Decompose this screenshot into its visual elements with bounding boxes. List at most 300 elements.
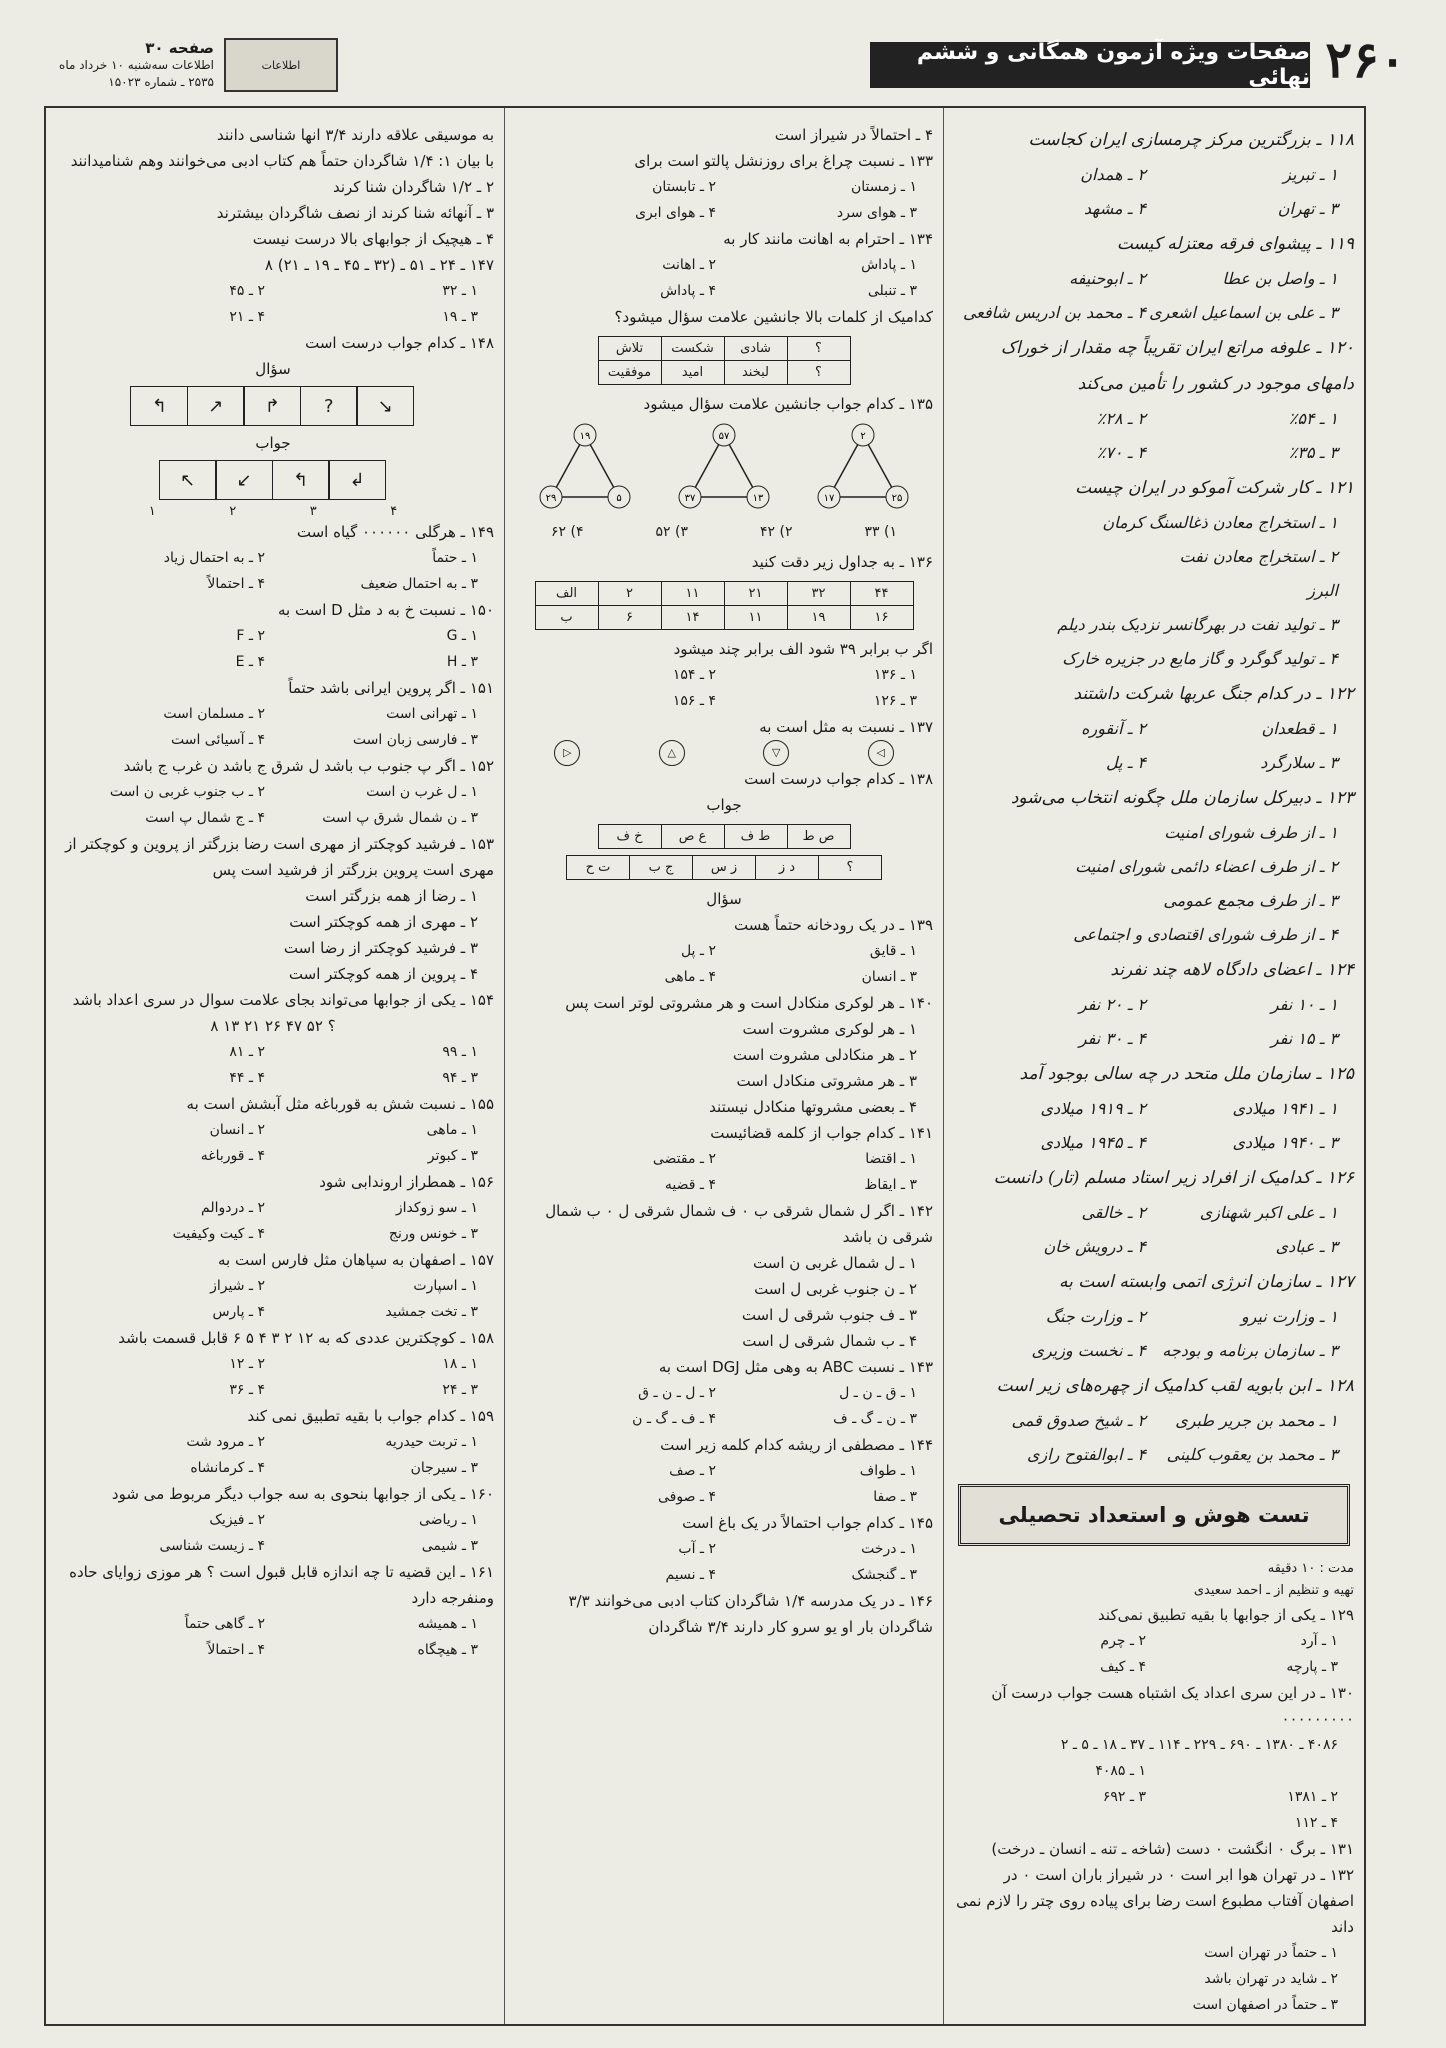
option: ۱ ـ ۱۳۶ <box>873 667 917 683</box>
option: ۲ ـ هر منکادلی مشروت است <box>732 1046 917 1064</box>
q148-answer-label: جواب <box>255 434 291 452</box>
option: ۲ ـ به احتمال زیاد <box>163 550 265 566</box>
table-cell: ۱۱ <box>724 606 787 630</box>
question-text: ۱۱۹ ـ پیشوای فرقه معتزله کیست <box>1116 234 1354 254</box>
question-text: ۱۲۴ ـ اعضای دادگاه لاهه چند نفرند <box>1110 960 1354 980</box>
table-cell: شادی <box>724 337 787 361</box>
question-147: ۱۴۷ ـ ۲۴ ـ ۵۱ ـ (۳۲ ـ ۴۵ ـ ۱۹ ـ ۲۱) ۸ <box>264 256 494 274</box>
option: ۴ ـ پل <box>1105 753 1146 772</box>
page-label: صفحه ۳۰ <box>145 39 214 57</box>
options-157 <box>52 1273 494 1325</box>
option: ۲ ـ ل ـ ن ـ ق <box>638 1385 716 1401</box>
option: ۴ ـ محمد بن ادریس شافعی <box>962 303 1146 322</box>
option: ۱ ـ G <box>446 628 478 644</box>
option: ۴ ـ نسیم <box>665 1567 716 1583</box>
options-159 <box>52 1429 494 1481</box>
arrow-icon: ↗ <box>187 386 245 426</box>
option: ۳ ـ تولید نفت در بهرگانسر نزدیک بندر دیلم <box>1057 615 1338 634</box>
section-title: تست هوش و استعداد تحصیلی <box>958 1484 1350 1546</box>
option: ۲ ـ اهانت <box>662 257 716 273</box>
triangle-number: ۱۳ <box>752 493 764 504</box>
option: ۲ ـ ۴۵ <box>229 283 265 299</box>
question-148: ۱۴۸ ـ کدام جواب درست است <box>305 334 494 352</box>
options-135 <box>515 515 933 549</box>
option: ۱ ـ تبریز <box>1283 165 1338 184</box>
table-134 <box>598 336 851 385</box>
options <box>954 988 1354 1056</box>
option: ۴ ـ تولید گوگرد و گاز مایع در جزیره خارک <box>1062 649 1338 668</box>
arrow-icon: ↰ <box>130 386 188 426</box>
option: ۴ ـ ج شمال پ است <box>145 810 265 826</box>
question-136: ۱۳۶ ـ به جداول زیر دقت کنید <box>751 553 933 571</box>
option: ۴ ـ ۱۹۴۵ میلادی <box>1040 1133 1146 1152</box>
option: ۴ ـ ۳۰ نفر <box>1078 1029 1146 1048</box>
option: ۱ ـ محمد بن جریر طبری <box>1175 1411 1338 1430</box>
option: ۲ ـ استخراج معادن نفت البرز <box>1179 547 1338 600</box>
option: ۳ ـ تنبلی <box>867 283 917 299</box>
options <box>954 712 1354 780</box>
letter-cell-icon: ج ب <box>630 856 693 880</box>
option: ۴ ـ ۷۰٪ <box>1096 443 1146 462</box>
triangle-figure <box>813 421 913 511</box>
option: ۴ ـ بعضی مشروتها منکادل نیستند <box>709 1098 917 1116</box>
option: ۱ ـ قایق <box>869 943 917 959</box>
options-161 <box>52 1611 494 1663</box>
arrow-icon: ↙ <box>215 460 273 500</box>
option: ۲ ـ دردوالم <box>201 1200 265 1216</box>
option: ۳ ـ ۲۴ <box>442 1382 478 1398</box>
option: ۴ ـ ماهی <box>664 969 716 985</box>
question-139: ۱۳۹ ـ در یک رودخانه حتماً هست <box>734 916 933 934</box>
triangle-number: ۵ <box>616 493 622 504</box>
option: ۱ ـ پاداش <box>861 257 917 273</box>
question-158: ۱۵۸ ـ کوچکترین عددی که به ۱۲ ۲ ۳ ۴ ۵ ۶ قابل قسمت باشد <box>118 1329 494 1347</box>
table-cell: الف <box>535 582 598 606</box>
option: ۱ ـ ۵۴٪ <box>1288 409 1338 428</box>
options-141 <box>515 1146 933 1198</box>
option: ۱ ـ حتماً در تهران است <box>1204 1945 1338 1961</box>
option: ۴) ۶۲ <box>551 524 584 540</box>
option: ۲ ـ پل <box>680 943 716 959</box>
option: ۲ ـ ۱۹۱۹ میلادی <box>1040 1099 1146 1118</box>
circle-symbol-icon: △ <box>659 740 685 766</box>
option: ۴ ـ پارس <box>212 1304 265 1320</box>
table-138-answers <box>598 824 851 849</box>
option: ۴ ـ ۱۱۲ <box>1294 1815 1338 1831</box>
option: ۴ ـ آسیائی است <box>170 732 265 748</box>
option: ۳ ـ ۹۴ <box>442 1070 478 1086</box>
option: ۴ ـ از طرف شورای اقتصادی و اجتماعی <box>1073 925 1338 944</box>
question-text: ۱۳۰ ـ در این سری اعداد یک اشتباه هست جواب درست آن ۰۰۰۰۰۰۰۰۰ <box>991 1684 1354 1728</box>
letter-cell-icon: ز س <box>693 856 756 880</box>
letter-cell-icon: د ز <box>756 856 819 880</box>
answer-number: ۱ <box>148 504 156 519</box>
options-156 <box>52 1195 494 1247</box>
table-cell: ۱۱ <box>661 582 724 606</box>
option: ۱ ـ حتماً <box>432 550 478 566</box>
option: ۳ ـ تهران <box>1277 199 1338 218</box>
option: ۱ ـ واصل بن عطا <box>1222 269 1338 288</box>
arrow-question-row <box>52 386 494 426</box>
option <box>1146 1758 1338 1784</box>
option: ۱ ـ استخراج معادن ذغالسنگ کرمان <box>1102 513 1338 532</box>
option: ۲ ـ ۲۸٪ <box>1096 409 1146 428</box>
option: ۴ ـ ف ـ گ ـ ن <box>632 1411 716 1427</box>
option: ۴ ـ نخست وزیری <box>1031 1341 1146 1360</box>
table-row <box>535 606 913 630</box>
answer-number: ۴ <box>390 504 398 519</box>
table-cell: ۴۴ <box>850 582 913 606</box>
option: ۴ ـ ۲۱ <box>229 309 265 325</box>
letter-cell-icon: ؟ <box>819 856 882 880</box>
option: ۳ ـ سیرجان <box>410 1460 478 1476</box>
option: ۳ ـ از طرف مجمع عمومی <box>1163 891 1338 910</box>
options <box>954 1196 1354 1264</box>
question-159: ۱۵۹ ـ کدام جواب با بقیه تطبیق نمی کند <box>247 1407 494 1425</box>
time-label: مدت : ۱۰ دقیقه <box>1267 1561 1354 1576</box>
table-cell: ۱۹ <box>787 606 850 630</box>
table-cell: تلاش <box>598 337 661 361</box>
option: ۲ ـ خالقی <box>1081 1203 1146 1222</box>
letter-cell-icon: ص ط <box>787 825 850 849</box>
option: ۳ ـ سلارگرد <box>1260 753 1338 772</box>
options-143 <box>515 1380 933 1432</box>
option: ۱ ـ اقتضا <box>865 1151 917 1167</box>
table-cell: ۱۶ <box>850 606 913 630</box>
option: ۴ ـ کرمانشاه <box>190 1460 265 1476</box>
option: ۲ ـ چرم <box>1100 1633 1146 1649</box>
option: ۳ ـ محمد بن یعقوب کلینی <box>1166 1445 1338 1464</box>
table-cell: ۱۴ <box>661 606 724 630</box>
options-160 <box>52 1507 494 1559</box>
question-149: ۱۴۹ ـ هرگلی ۰۰۰۰۰۰ گیاه است <box>296 523 494 541</box>
option: ۱ ـ وزارت نیرو <box>1240 1307 1338 1326</box>
text-line: ۳ ـ آنهائه شنا کرند از نصف شاگردان بیشترند <box>216 204 494 222</box>
triangle-figure <box>674 421 774 511</box>
option: ۲ ـ مهری از همه کوچکتر است <box>289 913 478 931</box>
triangle-number: ۱۹ <box>579 431 591 442</box>
option: ۴ ـ احتمالاً <box>207 1642 265 1658</box>
options-134 <box>515 252 933 304</box>
option: ۳ ـ سازمان برنامه و بودجه <box>1162 1341 1338 1360</box>
options <box>954 1092 1354 1160</box>
option: ۳ ـ کبوتر <box>427 1148 478 1164</box>
options <box>954 402 1354 470</box>
option: ۱ ـ ۳۲ <box>442 283 478 299</box>
table-cell: ۳۲ <box>787 582 850 606</box>
option: ۲ ـ تابستان <box>652 179 716 195</box>
question-label: سؤال <box>706 890 742 908</box>
option: ۴ ـ صوفی <box>657 1489 716 1505</box>
option: ۳ ـ ۱۲۶ <box>873 693 917 709</box>
option: ۲ ـ F <box>236 628 265 644</box>
table-cell: ؟ <box>787 337 850 361</box>
option: ۲ ـ مقتضی <box>652 1151 716 1167</box>
option: ۴ ـ احتمالاً <box>207 576 265 592</box>
option: ۱ ـ ۱۰ نفر <box>1270 995 1338 1014</box>
option: ۱ ـ ل غرب ن است <box>366 784 478 800</box>
triangle-number: ۲ <box>860 431 867 442</box>
option: ۲ ـ گاهی حتماً <box>184 1616 265 1632</box>
page-header <box>44 30 1406 96</box>
middle-column <box>504 108 944 2024</box>
option: ۴ ـ ابوالفتوح رازی <box>1027 1445 1146 1464</box>
option: ۳ ـ انسان <box>861 969 917 985</box>
option: ۳ ـ به احتمال ضعیف <box>360 576 478 592</box>
option: ۴ ـ زیست شناسی <box>159 1538 265 1554</box>
option: ۲ ـ فیزیک <box>209 1512 265 1528</box>
table-cell: ۲۱ <box>724 582 787 606</box>
option: ۱ ـ درخت <box>861 1541 917 1557</box>
options <box>954 262 1354 330</box>
option: ۳) ۵۲ <box>655 524 688 540</box>
option: ۴ ـ درویش خان <box>1043 1237 1146 1256</box>
options <box>954 816 1354 952</box>
option: ۳ ـ صفا <box>873 1489 917 1505</box>
text-line: ۲ ـ ۱/۲ شاگردان شنا کرند <box>332 178 494 196</box>
question-text: ۱۳۱ ـ برگ ۰ انگشت ۰ دست (شاخه ـ تنه ـ انسان ـ درخت) <box>991 1840 1354 1858</box>
question-160: ۱۶۰ ـ یکی از جوابها بنحوی به سه جواب دیگر مربوط می شود <box>111 1485 494 1503</box>
option: ۱ ـ اسپارت <box>413 1278 478 1294</box>
question-text: ۱۲۱ ـ کار شرکت آموکو در ایران چیست <box>1075 478 1354 498</box>
options-151 <box>52 701 494 753</box>
circle-symbol-icon: ▷ <box>554 740 580 766</box>
arrow-icon: ↖ <box>159 460 217 500</box>
options-133 <box>515 174 933 226</box>
options-149 <box>52 545 494 597</box>
triangle-number: ۲۵ <box>891 493 903 504</box>
option: ۲ ـ انسان <box>209 1122 265 1138</box>
option: ۱ ـ قطعدان <box>1261 719 1338 738</box>
question-mark-icon: ? <box>300 386 358 426</box>
options-147 <box>52 278 494 330</box>
question-text: ۱۲۲ ـ در کدام جنگ عربها شرکت داشتند <box>1073 684 1354 704</box>
option: ۲) ۴۲ <box>760 524 793 540</box>
table-cell: ب <box>535 606 598 630</box>
q148-question-label: سؤال <box>255 360 291 378</box>
question-156: ۱۵۶ ـ همطراز اروندابی شود <box>319 1173 494 1191</box>
option: ۲ ـ ۱۳۸۱ <box>1287 1789 1338 1805</box>
option: ۳ ـ عبادی <box>1275 1237 1338 1256</box>
option: ۳ ـ ۱۹۴۰ میلادی <box>1232 1133 1338 1152</box>
option: ۲ ـ مرود شت <box>186 1434 265 1450</box>
option: ۱ ـ آرد <box>1300 1633 1338 1649</box>
option: ۱ ـ طواف <box>859 1463 917 1479</box>
option: ۱ ـ ۹۹ <box>442 1044 478 1060</box>
option: ۱ ـ از طرف شورای امنیت <box>1164 823 1338 842</box>
question-135: ۱۳۵ ـ کدام جواب جانشین علامت سؤال میشود <box>643 395 933 413</box>
option: ۱ ـ ق ـ ن ـ ل <box>839 1385 917 1401</box>
arrow-icon: ↰ <box>272 460 330 500</box>
question-140: ۱۴۰ ـ هر لوکری منکادل است و هر مشروتی لوتر است پس <box>565 994 933 1012</box>
table-cell: ۲ <box>598 582 661 606</box>
option: ۱ ـ ماهی <box>426 1122 478 1138</box>
question-152: ۱۵۲ ـ اگر پ جنوب ب باشد ل شرق ج باشد ن غرب ج باشد <box>123 757 494 775</box>
arrow-answer-row <box>52 460 494 500</box>
question-134: ۱۳۴ ـ احترام به اهانت مانند کار به <box>723 230 933 248</box>
option: ۱ ـ ریاضی <box>418 1512 478 1528</box>
question-157: ۱۵۷ ـ اصفهان به سپاهان مثل فارس است به <box>218 1251 494 1269</box>
option: ۳ ـ شیمی <box>421 1538 478 1554</box>
option: ۳ ـ حتماً در اصفهان است <box>1192 1997 1338 2013</box>
question-154: ۱۵۴ ـ یکی از جوابها می‌تواند بجای علامت سوال در سری اعداد باشد <box>72 991 494 1009</box>
table-row <box>598 337 850 361</box>
option: ۱ ـ زمستان <box>850 179 917 195</box>
option: ۳ ـ ۳۵٪ <box>1288 443 1338 462</box>
option: ۱ ـ هر لوکری مشروت است <box>742 1020 917 1038</box>
page-info <box>44 40 214 91</box>
question-text: ۱۲۶ ـ کدامیک از افراد زیر استاد مسلم (تار) دانست <box>993 1168 1354 1188</box>
newspaper-logo: اطلاعات <box>224 38 338 92</box>
page-number-large: ۲۶۰ <box>1325 30 1406 89</box>
question-136b: اگر ب برابر ۳۹ شود الف برابر چند میشود <box>673 640 933 658</box>
question-133: ۱۳۳ ـ نسبت چراغ برای روزنشل پالتو است برای <box>634 152 933 170</box>
left-column <box>42 108 504 2024</box>
right-column <box>944 108 1364 2024</box>
options-158 <box>52 1351 494 1403</box>
options <box>954 506 1354 676</box>
answer-numbers <box>52 504 494 519</box>
option: ۳ ـ خونس ورنج <box>388 1226 478 1242</box>
option: ۳ ـ فرشید کوچکتر از رضا است <box>283 939 478 957</box>
option: ۴ ـ ۱۵۶ <box>672 693 716 709</box>
option: ۴ ـ قورباغه <box>200 1148 265 1164</box>
table-cell: ۶ <box>598 606 661 630</box>
arrow-icon: ↲ <box>328 460 386 500</box>
options <box>954 158 1354 226</box>
option: ۲ ـ از طرف اعضاء دائمی شورای امنیت <box>1075 857 1338 876</box>
option: ۴ ـ مشهد <box>1083 199 1146 218</box>
table-cell: لبخند <box>724 361 787 385</box>
option: ۲ ـ ب جنوب غربی ن است <box>109 784 265 800</box>
question-153: ۱۵۳ ـ فرشید کوچکتر از مهری است رضا بزرگتر از پروین و کوچکتر از مهری است پروین بزرگتر از فرشید است پس <box>65 835 494 879</box>
options-152 <box>52 779 494 831</box>
option: ۲ ـ آنقوره <box>1081 719 1146 738</box>
option: ۱ ـ همیشه <box>417 1616 478 1632</box>
option: ۳ ـ ایقاظ <box>864 1177 917 1193</box>
option: ۲ ـ ۸۱ <box>229 1044 265 1060</box>
options-150 <box>52 623 494 675</box>
option: ۱ ـ ل شمال غربی ن است <box>753 1254 917 1272</box>
options-155 <box>52 1117 494 1169</box>
option: ۳ ـ ۶۹۲ <box>1102 1789 1146 1805</box>
answer-number: ۲ <box>229 504 237 519</box>
option: ۴ ـ ۴۴ <box>229 1070 265 1086</box>
question-142: ۱۴۲ ـ اگر ل شمال شرقی ب ۰ ف شمال شرقی ل ۰ ب شمال شرقی ن باشد <box>545 1202 933 1246</box>
option: ۴ ـ هوای ابری <box>635 205 716 221</box>
text-line: به موسیقی علاقه دارند ۳/۴ انها شناسی دانند <box>217 126 494 144</box>
option: ۴ ـ E <box>235 654 265 670</box>
right-question-list-2 <box>954 1602 1354 2018</box>
table-cell: موفقیت <box>598 361 661 385</box>
option: ۲ ـ آب <box>678 1541 716 1557</box>
question-138: ۱۳۸ ـ کدام جواب درست است <box>744 770 933 788</box>
option: ۲ ـ ابوحنیفه <box>1069 269 1146 288</box>
option: ۲ ـ مسلمان است <box>163 706 265 722</box>
question-text: ۱۱۸ ـ بزرگترین مرکز چرمسازی ایران کجاست <box>1028 130 1354 150</box>
option: ۳ ـ گنجشک <box>851 1567 917 1583</box>
option: ۲ ـ صف <box>669 1463 716 1479</box>
arrow-icon: ↱ <box>243 386 301 426</box>
answer-number: ۳ <box>309 504 317 519</box>
question-text: ۱۲۷ ـ سازمان انرژی اتمی وابسته است به <box>1059 1272 1354 1292</box>
question-text: ۱۲۸ ـ ابن بابویه لقب کدامیک از چهره‌های زیر است <box>996 1376 1354 1396</box>
option: ۲ ـ همدان <box>1080 165 1146 184</box>
symbol-options-137 <box>515 740 933 766</box>
option <box>954 1992 1146 2018</box>
option: ۳ ـ H <box>446 654 478 670</box>
arrow-icon: ↘ <box>356 386 414 426</box>
table-136 <box>535 581 914 630</box>
options <box>954 1300 1354 1368</box>
triangle-number: ۲۹ <box>545 493 557 504</box>
triangle-number: ۱۷ <box>823 493 835 504</box>
options-145 <box>515 1536 933 1588</box>
option: ۱ ـ ۱۸ <box>442 1356 478 1372</box>
options <box>954 1732 1354 1836</box>
option: ۲ ـ ۲۰ نفر <box>1078 995 1146 1014</box>
option: ۱ ـ رضا از همه بزرگتر است <box>305 887 478 905</box>
triangle-number: ۵۷ <box>718 431 730 442</box>
option: ۳ ـ علی بن اسماعیل اشعری <box>1149 303 1338 322</box>
question-145: ۱۴۵ ـ کدام جواب احتمالاً در یک باغ است <box>682 1514 933 1532</box>
option: ۴ ـ پروین از همه کوچکتر است <box>288 965 478 983</box>
question-text: ۴ ـ احتمالاً در شیراز است <box>774 126 933 144</box>
question-143: ۱۴۳ ـ نسبت ABC به وهی مثل DGJ است به <box>658 1358 933 1376</box>
options <box>954 1628 1354 1680</box>
option: ۳ ـ ف جنوب شرقی ل است <box>741 1306 917 1324</box>
question-text: ۱۲۹ ـ یکی از جوابها با بقیه تطبیق نمی‌کند <box>1098 1606 1354 1624</box>
section-banner: صفحات ویژه آزمون همگانی و ششم نهائی <box>870 42 1310 88</box>
question-text: ۱۳۲ ـ در تهران هوا ابر است ۰ در شیراز باران است ۰ در اصفهان آفتاب مطبوع است رضا برای پیاده روی چتر را لازم نمی داند <box>956 1866 1354 1936</box>
option: ۳ ـ پارچه <box>1286 1659 1338 1675</box>
option: ۳ ـ ن شمال شرق پ است <box>322 810 478 826</box>
option: ۲ ـ شاید در تهران باشد <box>1204 1971 1338 1987</box>
options-153 <box>52 883 494 987</box>
option: ۴ ـ کیت وکیفیت <box>172 1226 265 1242</box>
option: ۱ ـ تهرانی است <box>386 706 478 722</box>
question-text: ۱۲۰ ـ علوفه مراتع ایران تقریباً چه مقدار از خوراک دامهای موجود در کشور را تأمین می‌کند <box>1000 338 1354 394</box>
option: ۱ ـ تربت حیدریه <box>385 1434 478 1450</box>
options-139 <box>515 938 933 990</box>
question-137: ۱۳۷ ـ نسبت به مثل است به <box>759 718 933 736</box>
table-138-questions <box>566 855 882 880</box>
table-cell: امید <box>661 361 724 385</box>
issue-line: ۲۵۳۵ ـ شماره ۱۵۰۲۳ <box>108 75 214 89</box>
question-text: ۱۲۳ ـ دبیرکل سازمان ملل چگونه انتخاب می‌شود <box>1010 788 1354 808</box>
table-cell: شکست <box>661 337 724 361</box>
option: ۱) ۳۳ <box>864 524 897 540</box>
option: ۱ ـ علی اکبر شهنازی <box>1199 1203 1338 1222</box>
letter-cell-icon: ط ف <box>724 825 787 849</box>
option: ۳ ـ هوای سرد <box>836 205 917 221</box>
table-row <box>598 825 850 849</box>
option <box>954 1940 1146 1966</box>
option: ۲ ـ ۱۲ <box>229 1356 265 1372</box>
option: ۳ ـ ۱۹ <box>442 309 478 325</box>
question-161: ۱۶۱ ـ این قضیه تا چه اندازه قابل قبول است ؟ هر موزی زوایای حاده ومنفرجه دارد <box>69 1563 494 1607</box>
option: ۳ ـ فارسی زبان است <box>352 732 478 748</box>
option: ۳ ـ ن ـ گ ـ ف <box>833 1411 917 1427</box>
question-141: ۱۴۱ ـ کدام جواب از کلمه قضائیست <box>710 1124 933 1142</box>
circle-symbol-icon: ▽ <box>763 740 789 766</box>
option <box>954 1966 1146 1992</box>
option: ۲ ـ وزارت جنگ <box>1045 1307 1146 1326</box>
options-144 <box>515 1458 933 1510</box>
option: ۱ ـ ۴۰۸۵ <box>1095 1763 1146 1779</box>
question-150: ۱۵۰ ـ نسبت خ به د مثل D است به <box>277 601 494 619</box>
question-151: ۱۵۱ ـ اگر پروین ایرانی باشد حتماً <box>288 679 494 697</box>
